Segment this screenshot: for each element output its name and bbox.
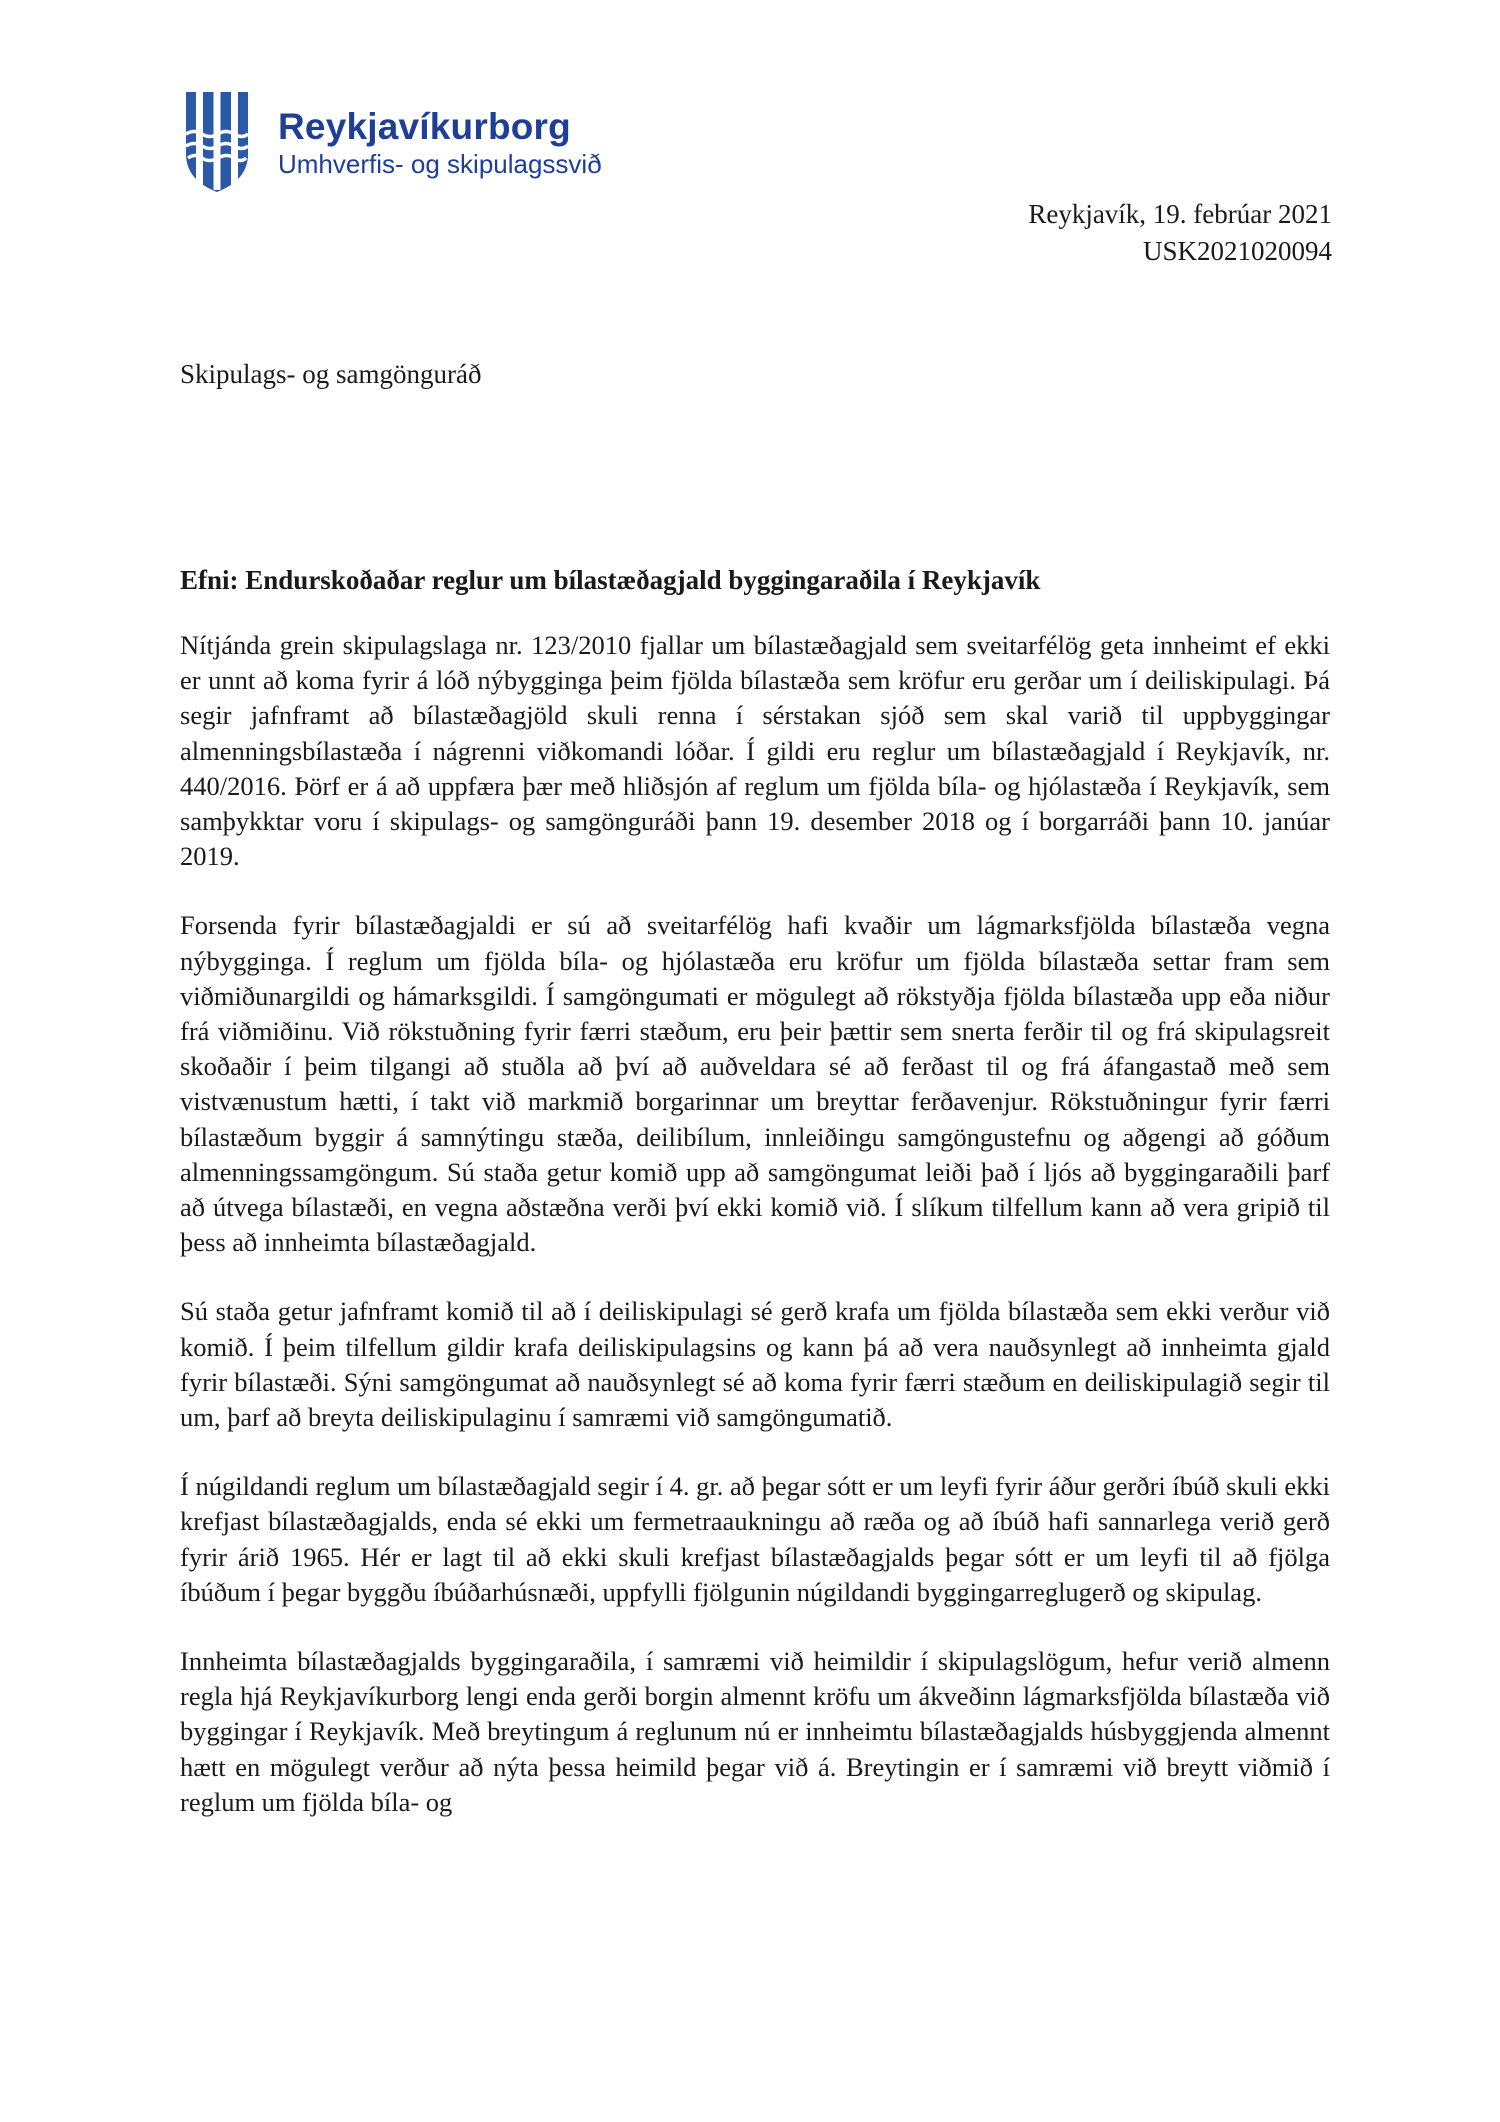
city-coat-of-arms-icon bbox=[182, 90, 252, 194]
department-name: Umhverfis- og skipulagssvið bbox=[278, 149, 602, 179]
body-paragraph: Nítjánda grein skipulagslaga nr. 123/2010 fjallar um bílastæðagjald sem sveitarfélög geta innheimt ef ekki er unnt að koma fyrir á lóð nýbygginga þeim fjölda bílastæða sem kröfur eru gerðar um í deiliskipulagi. Þá segir jafnframt að bílastæðagjöld skuli renna í sérstakan sjóð sem skal varið til uppbyggingar almenningsbílastæða í nágrenni viðkomandi lóðar. Í gildi eru reglur um bílastæðagjald í Reykjavík, nr. 440/2016. Þörf er á að uppfæra þær með hliðsjón af reglum um fjölda bíla- og hjólastæða í Reykjavík, sem samþykktar voru í skipulags- og samgönguráði þann 19. desember 2018 og í borgarráði þann 10. janúar 2019. bbox=[180, 630, 1330, 872]
recipient: Skipulags- og samgönguráð bbox=[180, 359, 482, 389]
body-paragraph: Sú staða getur jafnframt komið til að í deiliskipulagi sé gerð krafa um fjölda bílastæða sem ekki verður við komið. Í þeim tilfellum gildir krafa deiliskipulagsins og kann þá að vera nauðsynlegt að innheimta gjald fyrir bílastæði. Sýni samgöngumat að nauðsynlegt sé að koma fyrir færri stæðum en deiliskipulagið segir til um, þarf að breyta deiliskipulaginu í samræmi við samgöngumatið. bbox=[180, 1296, 1330, 1433]
date-reference-block bbox=[1028, 196, 1332, 270]
letterhead-logo bbox=[182, 90, 602, 194]
letter-body bbox=[180, 628, 1330, 1854]
subject-line: Efni: Endurskoðaðar reglur um bílastæðagjald byggingaraðila í Reykjavík bbox=[180, 565, 1041, 595]
body-paragraph: Forsenda fyrir bílastæðagjaldi er sú að sveitarfélög hafi kvaðir um lágmarksfjölda bílastæða vegna nýbygginga. Í reglum um fjölda bíla- og hjólastæða eru kröfur um fjölda bílastæða settar fram sem viðmiðunargildi og hámarksgildi. Í samgöngumati er mögulegt að rökstyðja fjölda bílastæða upp eða niður frá viðmiðinu. Við rökstuðning fyrir færri stæðum, eru þeir þættir sem snerta ferðir til og frá skipulagsreit skoðaðir í þeim tilgangi að stuðla að því að auðveldara sé að ferðast til og frá áfangastað með sem vistvænustum hætti, í takt við markmið borgarinnar um breyttar ferðavenjur. Rökstuðningur fyrir færri bílastæðum byggir á samnýtingu stæða, deilibílum, innleiðingu samgöngustefnu og aðgengi að góðum almenningssamgöngum. Sú staða getur komið upp að samgöngumat leiði það í ljós að byggingaraðili þarf að útvega bílastæði, en vegna aðstæðna verði því ekki komið við. Í slíkum tilfellum kann að vera gripið til þess að innheimta bílastæðagjald. bbox=[180, 910, 1330, 1258]
org-name: Reykjavíkurborg bbox=[278, 106, 571, 147]
case-reference: USK2021020094 bbox=[1142, 236, 1332, 266]
body-paragraph: Í núgildandi reglum um bílastæðagjald segir í 4. gr. að þegar sótt er um leyfi fyrir áður gerðri íbúð skuli ekki krefjast bílastæðagjalds, enda sé ekki um fermetraaukningu að ræða og að íbúð hafi sannarlega verið gerð fyrir árið 1965. Hér er lagt til að ekki skuli krefjast bílastæðagjalds þegar sótt er um leyfi til að fjölga íbúðum í þegar byggðu íbúðarhúsnæði, uppfylli fjölgunin núgildandi byggingarreglugerð og skipulag. bbox=[180, 1471, 1330, 1607]
place-date: Reykjavík, 19. febrúar 2021 bbox=[1028, 199, 1332, 229]
body-paragraph: Innheimta bílastæðagjalds byggingaraðila, í samræmi við heimildir í skipulagslögum, hefur verið almenn regla hjá Reykjavíkurborg lengi enda gerði borgin almennt kröfu um ákveðinn lágmarksfjölda bílastæða við byggingar í Reykjavík. Með breytingum á reglunum nú er innheimtu bílastæðagjalds húsbyggjenda almennt hætt en mögulegt verður að nýta þessa heimild þegar við á. Breytingin er í samræmi við breytt viðmið í reglum um fjölda bíla- og bbox=[180, 1646, 1330, 1817]
